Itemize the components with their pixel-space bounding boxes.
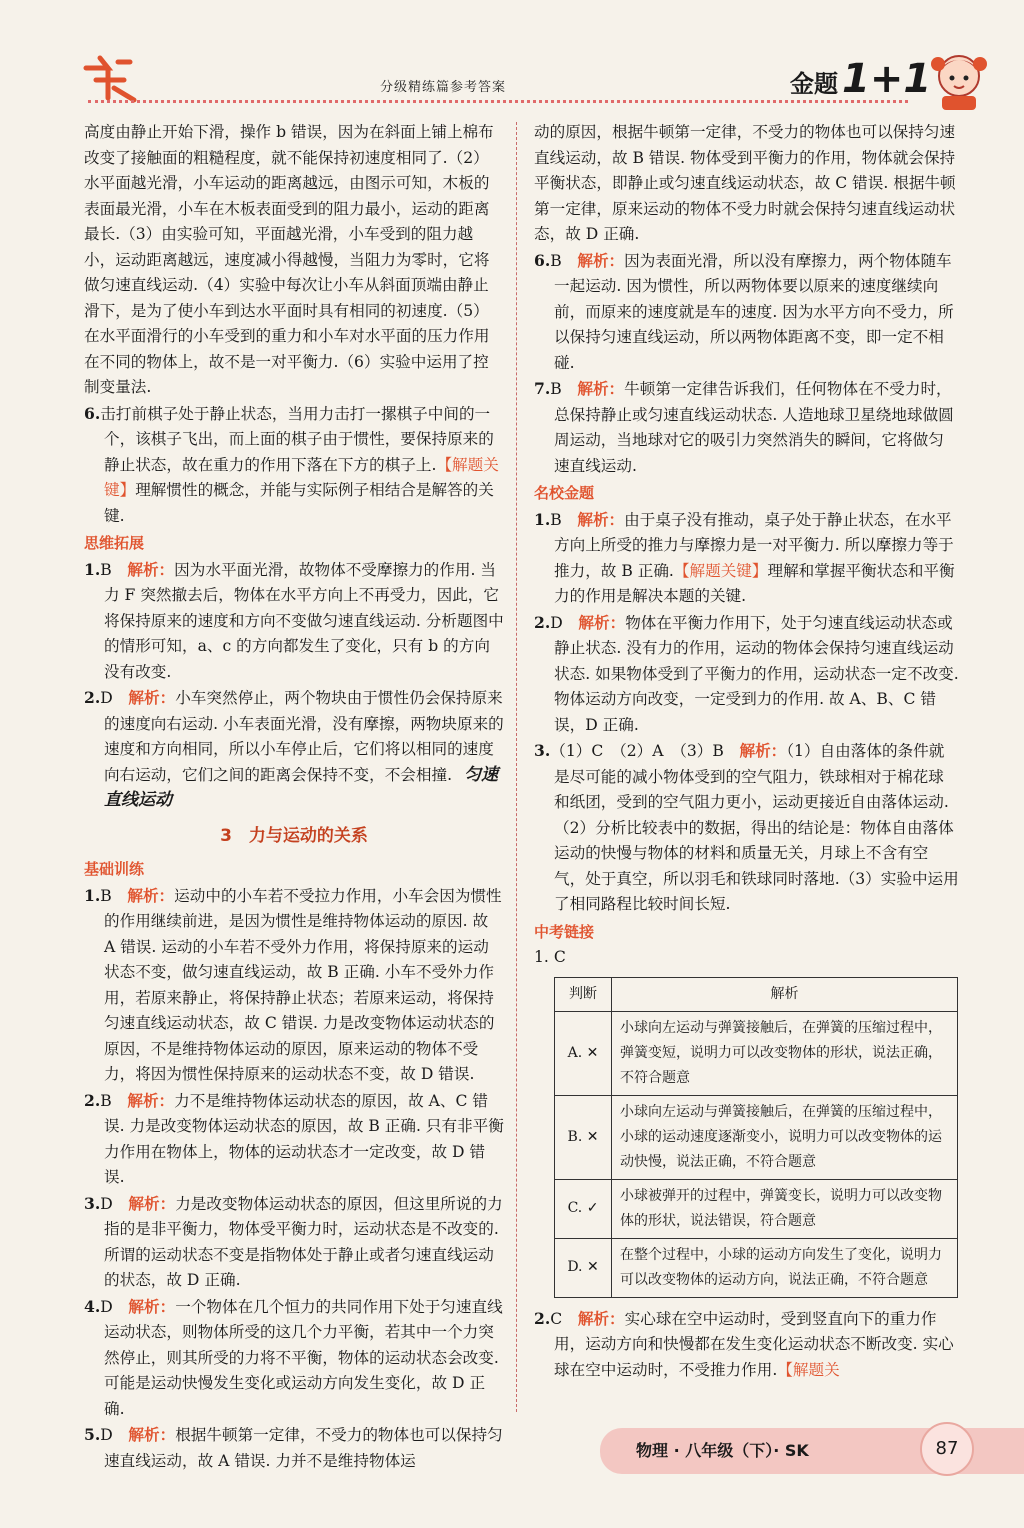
logo-icon <box>78 48 138 104</box>
section-thinking-extension: 思维拓展 <box>84 534 145 552</box>
key-label: 【解题关 <box>777 1360 840 1379</box>
extension-answer-2: 2.D 解析：小车突然停止，两个物块由于惯性仍会保持原来的速度向右运动. 小车表面光滑，没有摩擦，两物块原来的速度和方向相同，所以小车停止后，它们将以相同的速度向右运动，它们之间的距离会保持不变，不会相撞. 匀速直线运动 <box>84 688 504 810</box>
table-cell-judge: B. ✕ <box>555 1095 612 1179</box>
basic-answer-6: 6.B 解析：因为表面光滑，所以没有摩擦力，两个物体随车一起运动. 因为惯性，所以两物体要以原来的速度继续向前，而原来的速度就是车的速度. 因为水平方向不受力，所以保持匀速直线运动，所以两物体距离不变，即一定不相碰. <box>534 250 954 372</box>
continued-paragraph: 动的原因，根据牛顿第一定律，不受力的物体也可以保持匀速直线运动，故 B 错误. 物体受到平衡力的作用，物体就会保持平衡状态，即静止或匀速直线运动状态，故 C 错误. 根据牛顿第一定律，原来运动的物体不受力时就会保持匀速直线运动状态，故 D 正确. <box>534 123 956 243</box>
page-header <box>0 0 1024 118</box>
extension-answer-1: 1.B 解析：因为水平面光滑，故物体不受摩擦力的作用. 当力 F 突然撤去后，物体在水平方向上不再受力，因此，它将保持原来的速度和方向不变做匀速直线运动. 分析题图中的情形可知，a、c 的方向都发生了变化，只有 b 的方向没有改变. <box>84 559 504 681</box>
column-divider <box>516 122 517 1412</box>
brand-text: 金题 <box>790 70 838 98</box>
footer-subject: 物理 · 八年级（下）· SK <box>636 1441 809 1460</box>
table-cell-analysis: 小球向左运动与弹簧接触后，在弹簧的压缩过程中，弹簧变短，说明力可以改变物体的形状，说法正确，不符合题意 <box>612 1011 958 1095</box>
table-row <box>555 1238 958 1297</box>
header-subtitle: 分级精练篇参考答案 <box>380 80 507 95</box>
key-label: 【解题关键】 <box>104 455 499 499</box>
table-cell-judge: C. ✓ <box>555 1179 612 1238</box>
analysis-table <box>554 977 958 1298</box>
table-cell-analysis: 小球向左运动与弹簧接触后，在弹簧的压缩过程中，小球的运动速度逐渐变小，说明力可以改变物体的运动快慢，说法正确，不符合题意 <box>612 1095 958 1179</box>
basic-answer-2: 2.B 解析：力不是维持物体运动状态的原因，故 A、C 错误. 力是改变物体运动状态的原因，故 B 正确. 只有非平衡力作用在物体上，物体的运动状态才一定改变，故 D 错误. <box>84 1090 504 1186</box>
table-row <box>555 1179 958 1238</box>
exam-answer-2: 2.C 解析：实心球在空中运动时，受到竖直向下的重力作用，运动方向和快慢都在发生变化运动状态不断改变. 实心球在空中运动时，不受推力作用.【解题关 <box>534 1308 954 1379</box>
key-label: 【解题关键】 <box>673 561 768 580</box>
table-header-row <box>555 977 958 1011</box>
handwritten-note: 匀速直线运动 <box>104 764 499 810</box>
basic-answer-5: 5.D 解析：根据牛顿第一定律，不受力的物体也可以保持匀速直线运动，故 A 错误. 力并不是维持物体运 <box>84 1425 503 1470</box>
lesson-title: 3 力与运动的关系 <box>220 825 368 846</box>
table-row <box>555 1095 958 1179</box>
continued-paragraph: 高度由静止开始下滑，操作 b 错误，因为在斜面上铺上棉布改变了接触面的粗糙程度，就不能保持初速度相同了.（2）水平面越光滑，小车运动的距离越远，由图示可知，木板的表面最光滑，小车在木板表面受到的阻力最小，运动的距离最长.（3）由实验可知，平面越光滑，小车受到的阻力越小，运动距离越远，速度减小得越慢，当阻力为零时，它将做匀速直线运动.（4）实验中每次让小车从斜面顶端由静止滑下，是为了使小车到达水平面时具有相同的初速度.（5）在水平面滑行的小车受到的重力和小车对水平面的压力作用在不同的物体上，故不是一对平衡力.（6）实验中运用了控制变量法. <box>84 123 494 396</box>
basic-answer-4: 4.D 解析：一个物体在几个恒力的共同作用下处于匀速直线运动状态，则物体所受的这几个力平衡，若其中一个力突然停止，则其所受的力将不平衡，物体的运动状态会改变. 可能是运动快慢发生变化或运动方向发生变化，故 D 正确. <box>84 1296 503 1418</box>
section-famous-school: 名校金题 <box>534 484 595 502</box>
section-basic-training: 基础训练 <box>84 860 145 878</box>
table-cell-judge: D. ✕ <box>555 1238 612 1297</box>
school-answer-1: 1.B 解析：由于桌子没有推动，桌子处于静止状态，在水平方向上所受的推力与摩擦力是一对平衡力. 所以摩擦力等于推力，故 B 正确.【解题关键】理解和掌握平衡状态和平衡力的作用是解决本题的关键. <box>534 509 955 605</box>
brand-logo <box>790 56 931 102</box>
table-header-judge: 判断 <box>555 977 612 1011</box>
brand-number: 1+1 <box>842 56 932 102</box>
school-answer-3: 3.（1）C （2）A （3）B 解析：（1）自由落体的条件就是尽可能的减小物体受到的空气阻力，铁球相对于棉花球和纸团，受到的空气阻力更小，运动更接近自由落体运动.（2）分析比较表中的数据，得出的结论是：物体自由落体运动的快慢与物体的材料和质量无关，月球上不含有空气，处于真空，所以羽毛和铁球同时落地.（3）实验中运用了相同路程比较时间长短. <box>534 741 959 913</box>
table-cell-analysis: 在整个过程中，小球的运动方向发生了变化，说明力可以改变物体的运动方向，说法正确，不符合题意 <box>612 1238 958 1297</box>
basic-answer-7: 7.B 解析：牛顿第一定律告诉我们，任何物体在不受力时，总保持静止或匀速直线运动状态. 人造地球卫星绕地球做圆周运动，当地球对它的吸引力突然消失的瞬间，它将做匀速直线运动. <box>534 379 954 475</box>
left-column <box>84 120 504 1474</box>
answer-6: 6.击打前棋子处于静止状态，当用力击打一摞棋子中间的一个，该棋子飞出，而上面的棋子由于惯性，要保持原来的静止状态，故在重力的作用下落在下方的棋子上.【解题关键】理解惯性的概念，并能与实际例子相结合是解答的关键. <box>84 403 499 525</box>
basic-answer-1: 1.B 解析：运动中的小车若不受拉力作用，小车会因为惯性的作用继续前进，是因为惯性是维持物体运动的原因. 故 A 错误. 运动的小车若不受外力作用，将保持原来的运动状态不变，做匀速直线运动，故 B 正确. 小车不受外力作用，若原来静止，将保持静止状态；若原来运动，将保持匀速直线运动状态，故 C 错误. 力是改变物体运动状态的原因，不是维持物体运动的原因，原来运动的物体不受力，将因为惯性保持原来的运动状态不变，故 D 错误. <box>84 885 502 1083</box>
table-cell-analysis: 小球被弹开的过程中，弹簧变长，说明力可以改变物体的形状，说法错误，符合题意 <box>612 1179 958 1238</box>
right-column <box>534 120 959 1383</box>
page-number: 87 <box>920 1422 974 1476</box>
table-cell-judge: A. ✕ <box>555 1011 612 1095</box>
table-row <box>555 1011 958 1095</box>
table-header-analysis: 解析 <box>612 977 958 1011</box>
basic-answer-3: 3.D 解析：力是改变物体运动状态的原因，但这里所说的力指的是非平衡力，物体受平衡力时，运动状态是不改变的. 所谓的运动状态不变是指物体处于静止或者匀速直线运动的状态，故 D 正确. <box>84 1193 503 1289</box>
school-answer-2: 2.D 解析：物体在平衡力作用下，处于匀速直线运动状态或静止状态. 没有力的作用，运动的物体会保持匀速直线运动状态. 如果物体受到了平衡力的作用，运动状态一定不改变. 物体运动方向改变，一定受到力的作用. 故 A、B、C 错误，D 正确. <box>534 612 959 734</box>
exam-answer-1: 1. C <box>534 948 566 966</box>
section-exam-link: 中考链接 <box>534 922 595 941</box>
header-divider <box>88 100 908 103</box>
cartoon-girl-icon <box>924 46 994 112</box>
